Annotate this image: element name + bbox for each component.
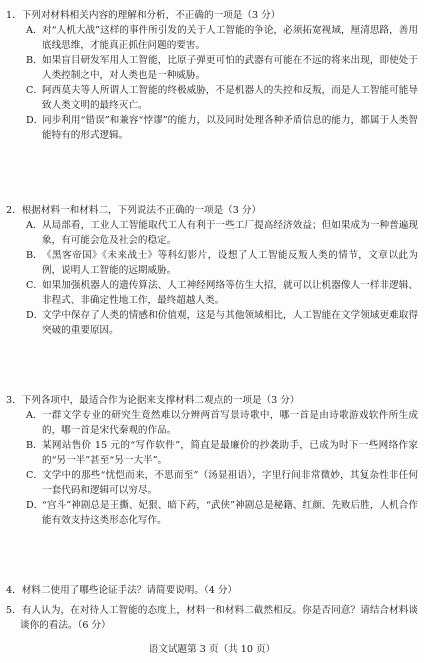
question-4 bbox=[6, 583, 418, 598]
question-stem: 3．下列各项中，最适合作为论据来支撑材料二观点的一项是（3 分） bbox=[6, 395, 300, 406]
option-text: 一群文学专业的研究生竟然难以分辨两首写景诗歌中，哪一首是由诗歌游戏软件所生成的，哪一首是宋代秦观的作品。 bbox=[42, 410, 418, 436]
option-d bbox=[6, 308, 418, 338]
option-letter: C． bbox=[26, 280, 43, 291]
option-c bbox=[6, 468, 418, 498]
question-stem: 1．下列对材料相关内容的理解和分析，不正确的一项是（3 分） bbox=[6, 10, 281, 21]
option-c bbox=[6, 278, 418, 308]
option-b bbox=[6, 53, 418, 83]
option-letter: A． bbox=[26, 25, 43, 36]
option-letter: D． bbox=[26, 500, 44, 511]
option-text: 从局部看，工业人工智能取代工人有利于一些工厂提高经济效益；但如果成为一种普遍现象，有可能会危及社会的稳定。 bbox=[42, 220, 418, 246]
option-text: 《黑客帝国》《未来战士》等科幻影片，设想了人工智能反叛人类的情节，文章以此为例，说明人工智能的远期威胁。 bbox=[42, 250, 418, 276]
option-c bbox=[6, 83, 418, 113]
page-footer: 语文试题第 3 页（共 10 页） bbox=[148, 644, 276, 655]
option-letter: C． bbox=[26, 85, 43, 96]
question-3 bbox=[6, 393, 418, 528]
question-2 bbox=[6, 203, 418, 338]
option-letter: A． bbox=[26, 410, 43, 421]
option-text: 某网站售价 15 元的“写作软件”，简直是最廉价的抄袭助手，已成为时下一些网络作家的“另一半”甚至“另一大半”。 bbox=[42, 440, 418, 466]
option-letter: B． bbox=[26, 55, 43, 66]
question-1 bbox=[6, 8, 418, 143]
option-b bbox=[6, 438, 418, 468]
option-letter: D． bbox=[26, 115, 44, 126]
option-letter: D． bbox=[26, 310, 44, 321]
option-text: 阿西莫夫等人所谓人工智能的终极威胁，不是机器人的失控和反叛，而是人工智能可能导致人类文明的最终灭亡。 bbox=[42, 85, 418, 111]
option-letter: A． bbox=[26, 220, 43, 231]
option-text: 同步利用“错误”和兼容“悖谬”的能力，以及同时处理各种矛盾信息的能力，都属于人类智能特有的形式逻辑。 bbox=[42, 115, 418, 141]
option-letter: C． bbox=[26, 470, 43, 481]
question-stem: 4．材料二使用了哪些论证手法？请简要说明。（4 分） bbox=[6, 585, 238, 596]
option-a bbox=[6, 23, 418, 53]
option-d bbox=[6, 113, 418, 143]
option-text: “宫斗”神剧总是王撕、妃狠、暗下药，“武侠”神剧总是秘籍、红颜、先败后胜，人机合作能有效支持这类形态化写作。 bbox=[42, 500, 418, 526]
option-text: 对“人机大战”这样的事件所引发的关于人工智能的争论，必须拓宽视域，厘清思路，善用底线思维，才能真正抓住问题的要害。 bbox=[42, 25, 418, 51]
question-stem: 5．有人认为，在对待人工智能的态度上，材料一和材料二截然相反。你是否同意？请结合材料谈谈你的看法。（6 分） bbox=[6, 605, 418, 631]
option-text: 文学中的那些“忧恺而来，不思而至”（汤显祖语），字里行间非常微妙，其复杂性非任何一套代码和逻辑可以穷尽。 bbox=[42, 470, 418, 496]
option-a bbox=[6, 408, 418, 438]
option-text: 如果盲目研发军用人工智能，比原子弹更可怕的武器有可能在不远的将来出现，即使处于人类控制之中，对人类也是一种威胁。 bbox=[42, 55, 418, 81]
option-a bbox=[6, 218, 418, 248]
option-letter: B． bbox=[26, 440, 43, 451]
question-stem: 2．根据材料一和材料二，下列说法不正确的一项是（3 分） bbox=[6, 205, 262, 216]
option-b bbox=[6, 248, 418, 278]
option-d bbox=[6, 498, 418, 528]
option-letter: B． bbox=[26, 250, 43, 261]
option-text: 如果加强机器人的遗传算法、人工神经网络等仿生大招，就可以让机器像人一样非逻辑、非程式、非确定性地工作，最终超越人类。 bbox=[42, 280, 418, 306]
option-text: 文学中保存了人类的情感和价值观，这是与其他领域相比，人工智能在文学领域更难取得突破的重要原因。 bbox=[42, 310, 418, 336]
question-5 bbox=[6, 603, 418, 633]
